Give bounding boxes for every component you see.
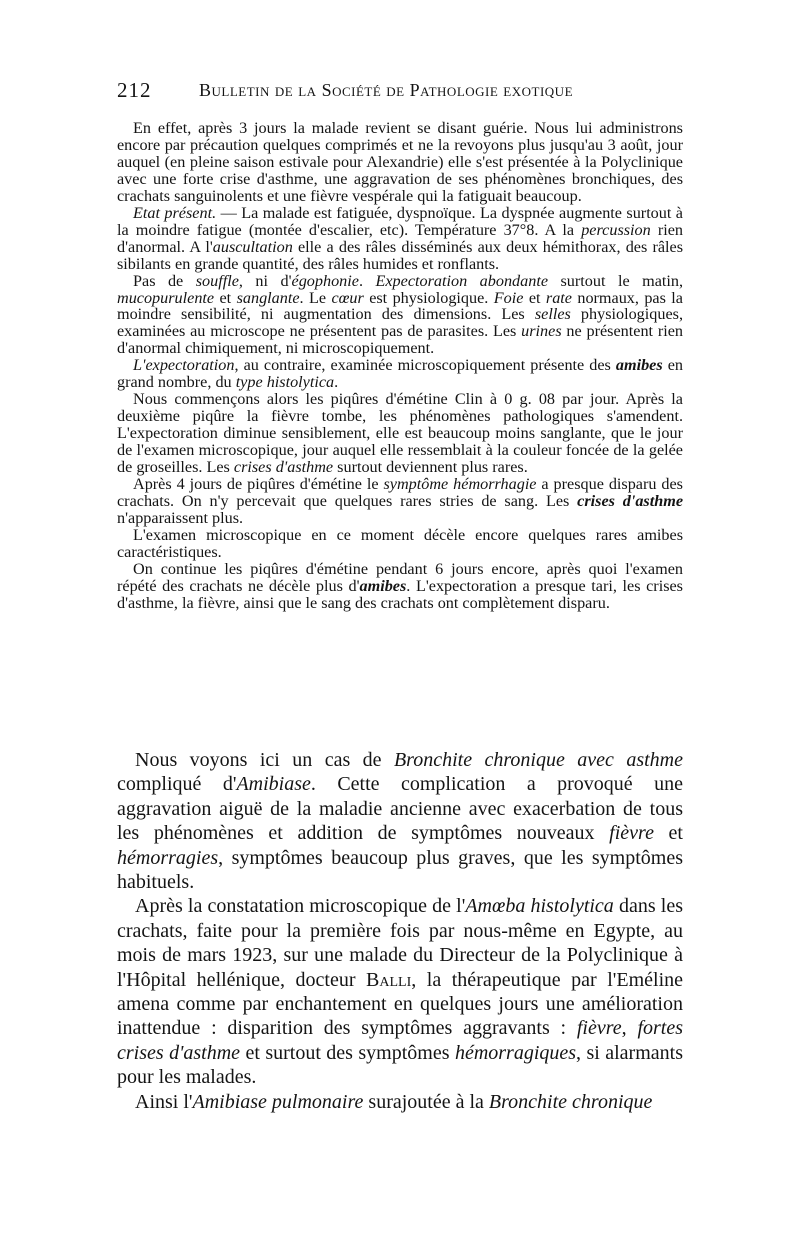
text-run: Nous voyons ici un cas de (135, 749, 394, 771)
bold-italic-run: crises d'asthme (577, 491, 683, 510)
italic-run: percussion (581, 220, 651, 239)
title-word: Société (321, 80, 382, 100)
paragraph (117, 391, 683, 476)
text-run: Nous commençons alors les piqûres d'émétine Clin à 0 g. 08 par jour. Après la deuxième piqûre la fièvre tombe, les phénomènes pathologiques s'amendent. L'expectoration diminue sensiblement, elle est beaucoup moins sanglante, que le jour de l'examen microscopique, jour auquel elle ressemblait à la couleur foncée de la gelée de groseilles. Les (117, 390, 683, 477)
text-run: surajoutée à la (363, 1090, 489, 1113)
text-run: . L'expectoration a presque tari, les crises d'asthme, la fièvre, ainsi que le sang des crachats ont complètement disparu. (117, 576, 683, 612)
italic-run: Bronchite chronique (488, 1090, 653, 1113)
text-run: surtout le matin, (548, 271, 684, 290)
italic-run: crises d'asthme (233, 458, 334, 477)
italic-run: rate (545, 288, 572, 307)
small-caps-run: Balli (366, 968, 412, 991)
italic-run: sanglante (236, 288, 300, 307)
text-run: , au contraire, examinée microscopiquement présente des (234, 356, 616, 375)
paragraph (117, 561, 683, 612)
paragraph (117, 120, 683, 205)
text-run: surtout deviennent plus rares. (333, 458, 528, 477)
text-run: L'examen microscopique en ce moment décèle encore quelques rares amibes caractéristiques. (117, 525, 683, 561)
text-run: normaux, pas la moindre sensibilité, ni augmentation des dimensions. Les (117, 288, 683, 324)
bold-italic-run: amibes (615, 356, 663, 375)
paragraph (117, 748, 683, 894)
text-run: , si alarmants pour les malades. (117, 1041, 683, 1089)
text-run: , (621, 1017, 638, 1040)
paragraph (117, 205, 683, 273)
italic-run: selles (534, 305, 571, 324)
text-run: Après la constatation microscopique de l' (135, 895, 466, 918)
case-report-section (117, 120, 683, 612)
italic-run: hémorragiques (454, 1041, 577, 1064)
title-word: de (274, 80, 294, 100)
text-run: — La malade est fatiguée, dyspnoïque. La dyspnée augmente surtout à la moindre fatigue (montée d'escalier, etc). Température 37°8. A la (117, 203, 683, 239)
text-run: On continue les piqûres d'émétine pendant 6 jours encore, après quoi l'examen répété des crachats ne décèle plus d' (117, 559, 683, 595)
italic-run: Foie (493, 288, 524, 307)
italic-run: Expectoration abondante (375, 271, 549, 290)
page-number: 212 (117, 78, 152, 102)
running-title (199, 80, 573, 101)
text-run: Ainsi l' (135, 1090, 193, 1113)
text-run: ne présentent rien d'anormal chimiquement, ni microscopiquement. (117, 322, 684, 358)
bold-italic-run: amibes (359, 576, 407, 595)
text-run: , ni d' (238, 271, 292, 290)
italic-run: symptôme hémorrhagie (383, 475, 537, 494)
paragraph (117, 273, 683, 358)
paragraph (117, 894, 683, 1089)
paragraph (117, 1090, 683, 1114)
title-word: de (386, 80, 405, 100)
italic-run: mucopurulente (117, 288, 215, 307)
page-header (117, 78, 687, 108)
text-run: n'apparaissent plus. (117, 508, 244, 527)
text-run: . (358, 271, 376, 290)
text-run: elle a des râles disséminés aux deux hémithorax, des râles sibilants en grande quantité, des râles humides et ronflants. (117, 237, 683, 273)
text-run: . Le (299, 288, 332, 307)
italic-run: fortes crises d'asthme (117, 1017, 684, 1064)
text-run: , symptômes beaucoup plus graves, que les symptômes habituels. (117, 846, 683, 894)
text-run: en grand nombre, du (117, 356, 683, 392)
text-run: rien d'anormal. A l' (117, 220, 683, 256)
italic-run: fièvre (609, 822, 654, 845)
title-word: Bulletin (199, 80, 270, 100)
italic-run: urines (521, 322, 562, 341)
italic-run: L'expectoration (133, 356, 235, 375)
italic-run: égophonie (291, 271, 359, 290)
italic-run: Amibiase (236, 773, 311, 796)
text-run: et (653, 822, 683, 845)
italic-run: Amœba histolytica (465, 895, 614, 918)
italic-run: hémorragies (117, 846, 219, 869)
italic-run: auscultation (212, 237, 293, 256)
text-run: est physiologique. (363, 288, 494, 307)
text-run: compliqué d' (117, 773, 237, 796)
text-run: . Cette complication a provoqué une aggravation aiguë de la maladie ancienne avec exacerbation de tous les phénomènes et addition de symptômes nouveaux (117, 773, 683, 845)
text-run: et (214, 288, 237, 307)
text-run: , la thérapeutique par l'Eméline amena comme par enchantement en quelques jours une amélioration inattendue : disparition des symptômes aggravants : (117, 968, 684, 1040)
paragraph (117, 476, 683, 527)
italic-run: Bronchite chronique avec asthme (393, 749, 683, 771)
text-run: En effet, après 3 jours la malade revient se disant guérie. Nous lui administrons encore par précaution quelques comprimés et ne la revoyons plus jusqu'au 3 août, jour auquel (en pleine saison estivale pour Alexandrie) elle s'est présentée à la Polyclinique avec une forte crise d'asthme, une aggravation de ses phénomènes bronchiques, des crachats sanguinolents et une fièvre vespérale qui la fatiguait beaucoup. (117, 119, 683, 205)
italic-run: type histolytica (235, 373, 335, 392)
text-run: Après 4 jours de piqûres d'émétine le (133, 475, 384, 494)
italic-run: souffle (195, 271, 239, 290)
text-run: physiologiques, examinées au microscope ne présentent pas de parasites. Les (117, 305, 683, 341)
text-run: et surtout des symptômes (240, 1041, 455, 1064)
paragraph (117, 357, 683, 391)
discussion-section (117, 748, 683, 1114)
text-run: a presque disparu des crachats. On n'y percevait que quelques rares stries de sang. Les (117, 475, 683, 510)
title-word: Pathologie exotique (409, 80, 574, 100)
italic-run: Etat présent. (133, 203, 217, 222)
text-run: Pas de (133, 271, 196, 290)
italic-run: cœur (331, 288, 364, 307)
title-word: la (298, 80, 317, 100)
text-run: . (334, 373, 339, 392)
italic-run: fièvre (576, 1017, 622, 1040)
italic-run: Amibiase pulmonaire (192, 1090, 364, 1113)
paragraph (117, 527, 683, 561)
text-run: dans les crachats, faite pour la première fois par nous-même en Egypte, au mois de mars 1923, sur une malade du Directeur de la Polyclinique à l'Hôpital hellénique, docteur (117, 895, 683, 991)
text-run: et (523, 288, 546, 307)
